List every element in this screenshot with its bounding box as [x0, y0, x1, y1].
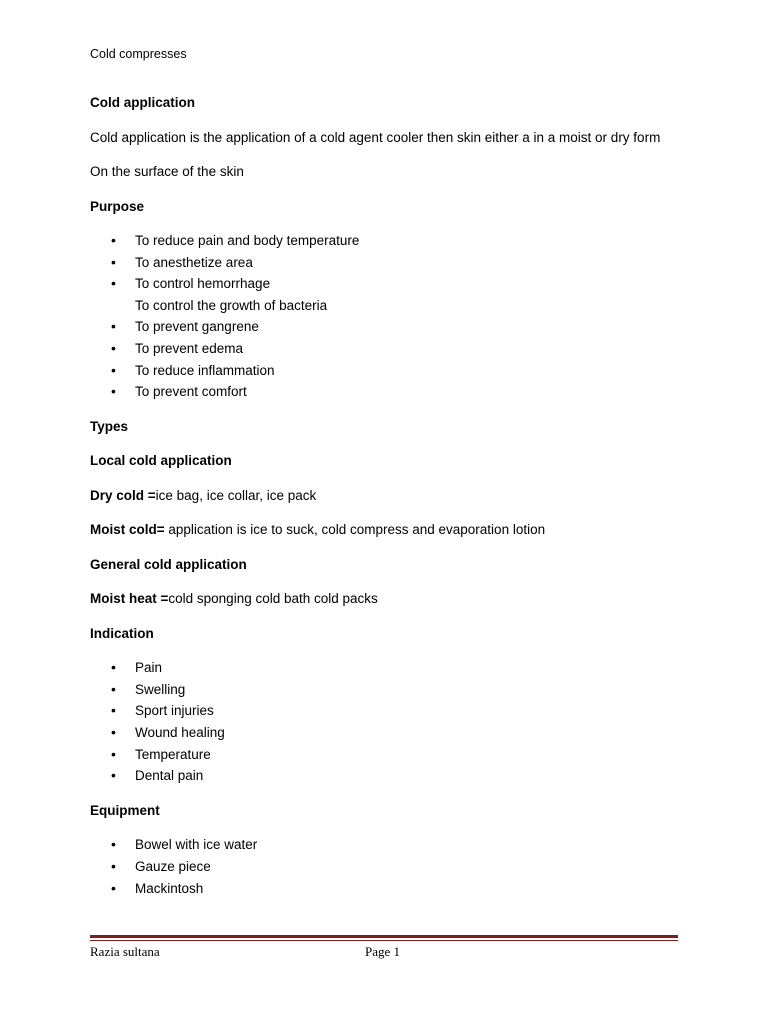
moist-heat-text: cold sponging cold bath cold packs: [168, 591, 378, 607]
list-item: • To prevent gangrene: [90, 316, 680, 338]
list-item: • To prevent comfort: [90, 381, 680, 403]
heading-types: Types: [90, 418, 129, 434]
heading-equipment: Equipment: [90, 802, 160, 818]
list-item: To control the growth of bacteria: [135, 297, 328, 313]
footer-rule: [90, 935, 678, 941]
moist-heat-label: Moist heat =: [90, 591, 169, 607]
list-item: • To reduce inflammation: [90, 360, 680, 382]
list-item: • To reduce pain and body temperature: [90, 230, 680, 252]
list-item: • Bowel with ice water: [90, 834, 680, 856]
dry-cold-line: [90, 485, 680, 507]
footer-author: Razia sultana: [90, 944, 160, 959]
list-item: • Gauze piece: [90, 856, 680, 878]
heading-local-cold: Local cold application: [90, 453, 232, 469]
list-item: • Wound healing: [90, 722, 680, 744]
list-item: • To control hemorrhage: [90, 273, 680, 295]
moist-cold-line: [90, 519, 680, 541]
list-item: • Temperature: [90, 744, 680, 766]
moist-cold-label: Moist cold=: [90, 522, 165, 538]
dry-cold-label: Dry cold =: [90, 487, 156, 503]
list-item: • Dental pain: [90, 765, 680, 787]
equipment-list: [90, 834, 680, 899]
footer-page-number: Page 1: [365, 944, 401, 959]
moist-cold-text: application is ice to suck, cold compress and evaporation lotion: [164, 522, 546, 538]
heading-indication: Indication: [90, 625, 154, 641]
list-item: • Pain: [90, 657, 680, 679]
list-item: • To anesthetize area: [90, 252, 680, 274]
purpose-list: [90, 230, 680, 403]
heading-general-cold: General cold application: [90, 556, 247, 572]
page-header: Cold compresses: [90, 47, 187, 61]
indication-list: [90, 657, 680, 787]
dry-cold-text: ice bag, ice collar, ice pack: [155, 487, 317, 503]
list-item: • To prevent edema: [90, 338, 680, 360]
moist-heat-line: [90, 588, 680, 610]
surface-paragraph: On the surface of the skin: [90, 164, 244, 179]
list-item: • Swelling: [90, 679, 680, 701]
document-body: [90, 92, 680, 912]
definition-paragraph: Cold application is the application of a cold agent cooler then skin either a in a moist or dry form: [90, 129, 661, 145]
heading-cold-application: Cold application: [90, 95, 196, 110]
footer-rule-thin: [90, 940, 678, 941]
list-item: • Sport injuries: [90, 700, 680, 722]
list-item: • Mackintosh: [90, 878, 680, 900]
heading-purpose: Purpose: [90, 198, 145, 214]
